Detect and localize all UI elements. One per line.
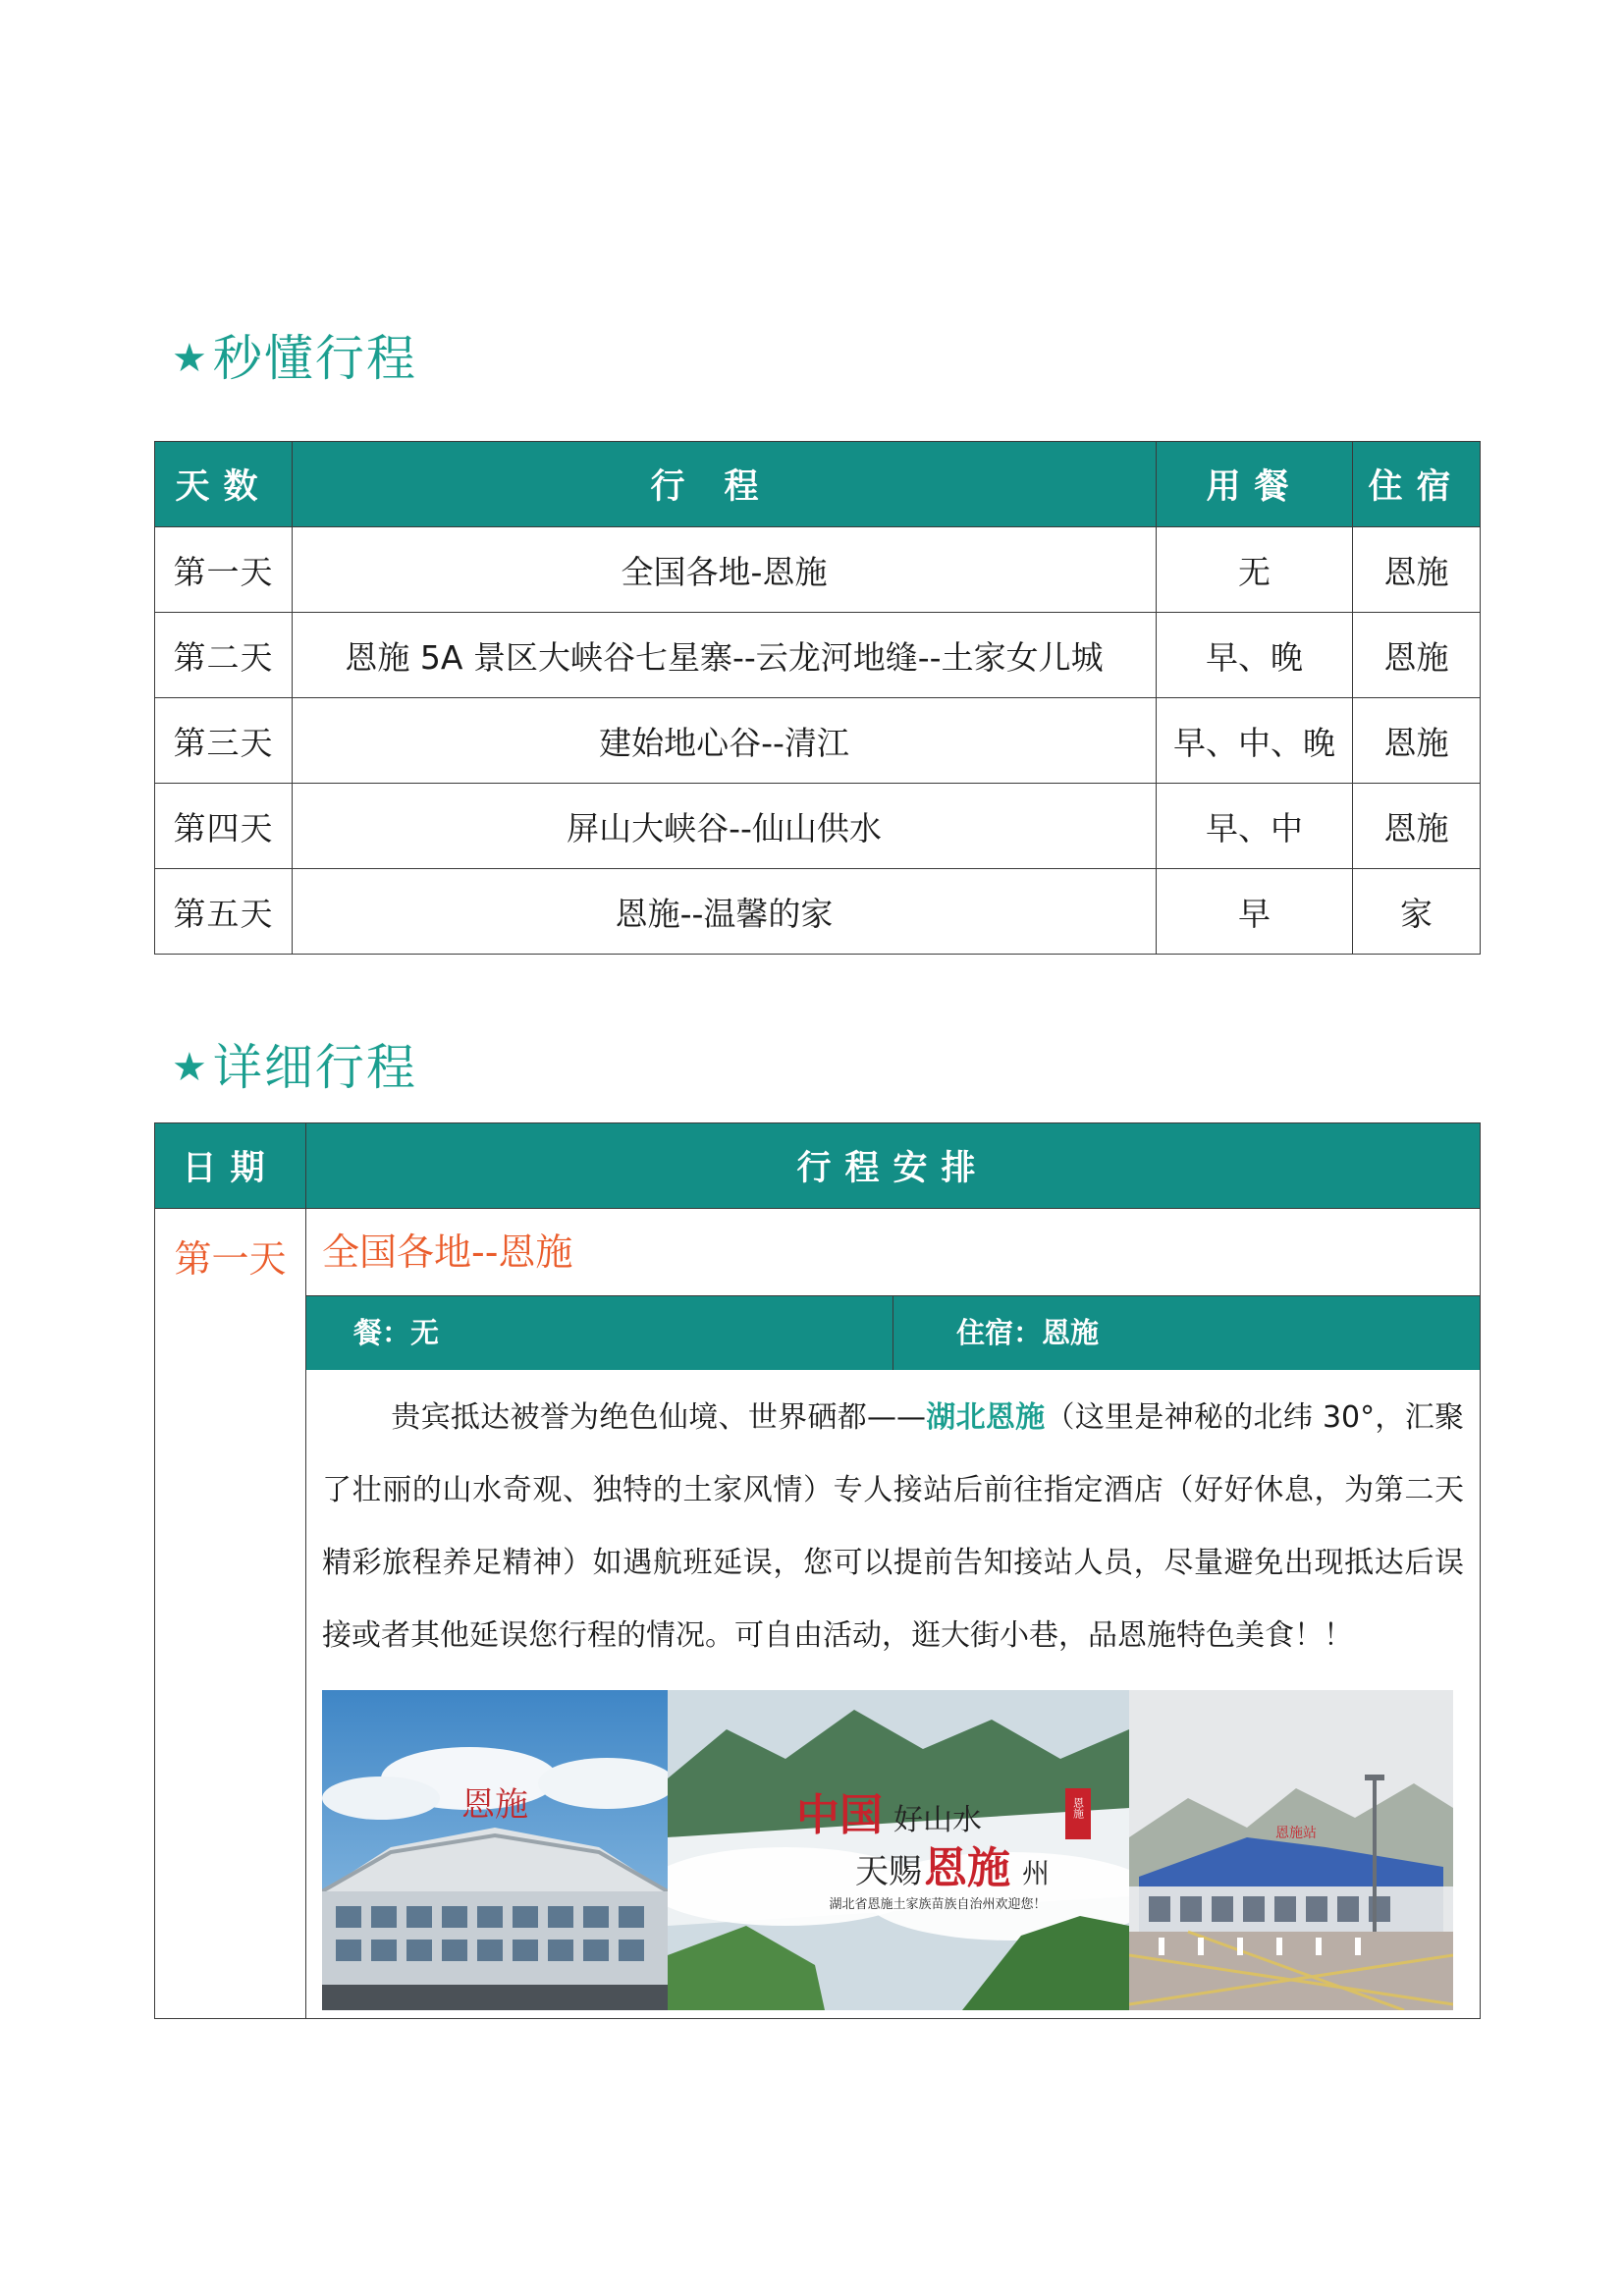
meals-cell: 无 xyxy=(1157,527,1353,613)
poster-seal: 恩施 xyxy=(1071,1797,1085,1819)
table-row xyxy=(155,698,1481,784)
header-meals: 用餐 xyxy=(1157,442,1353,527)
star-icon: ★ xyxy=(172,336,209,381)
station-sign-text: 恩施 xyxy=(461,1785,528,1825)
desc-after: （这里是神秘的北纬 30°，汇聚了壮丽的山水奇观、独特的土家风情）专人接站后前往指定酒店（好好休息，为第二天精彩旅程养足精神）如遇航班延误，您可以提前告知接站人员，尽量避免出现抵达后误接或者其他延误您行程的情况。可自由活动，逛大街小巷，品恩施特色美食！！ xyxy=(322,1400,1464,1653)
poster-line1-a: 中国 xyxy=(796,1790,883,1840)
route-cell: 全国各地-恩施 xyxy=(293,527,1157,613)
table-row xyxy=(155,784,1481,869)
header-days: 天数 xyxy=(155,442,293,527)
route-cell: 屏山大峡谷--仙山供水 xyxy=(293,784,1157,869)
scenic-poster-photo xyxy=(668,1690,1129,2010)
meals-cell: 早、中 xyxy=(1157,784,1353,869)
table-row xyxy=(155,527,1481,613)
day1-info-bar xyxy=(306,1296,1480,1370)
day1-description xyxy=(306,1370,1480,1672)
day1-meal: 餐：无 xyxy=(306,1296,893,1370)
day-cell: 第五天 xyxy=(155,869,293,955)
summary-header-row xyxy=(155,442,1481,527)
day1-row xyxy=(155,1209,1481,2019)
header-plan: 行程安排 xyxy=(306,1123,1481,1209)
detail-table xyxy=(154,1122,1481,2019)
header-route: 行程 xyxy=(293,442,1157,527)
day-cell: 第四天 xyxy=(155,784,293,869)
day-cell: 第三天 xyxy=(155,698,293,784)
stay-cell: 恩施 xyxy=(1353,527,1481,613)
route-cell: 恩施 5A 景区大峡谷七星寨--云龙河地缝--土家女儿城 xyxy=(293,613,1157,698)
table-row xyxy=(155,869,1481,955)
airport-photo xyxy=(1129,1690,1453,2010)
meals-cell: 早 xyxy=(1157,869,1353,955)
desc-highlight: 湖北恩施 xyxy=(926,1400,1046,1435)
detail-title-text: 详细行程 xyxy=(212,1039,417,1096)
star-icon: ★ xyxy=(172,1045,209,1090)
poster-line2-b: 恩施 xyxy=(924,1843,1010,1893)
route-cell: 恩施--温馨的家 xyxy=(293,869,1157,955)
meals-cell: 早、中、晚 xyxy=(1157,698,1353,784)
summary-table xyxy=(154,441,1481,955)
meals-cell: 早、晚 xyxy=(1157,613,1353,698)
poster-line1-b: 好山水 xyxy=(893,1803,982,1837)
header-date: 日期 xyxy=(155,1123,306,1209)
summary-title-text: 秒懂行程 xyxy=(212,330,417,387)
stay-cell: 恩施 xyxy=(1353,784,1481,869)
stay-cell: 恩施 xyxy=(1353,698,1481,784)
day-cell: 第一天 xyxy=(155,527,293,613)
airport-sign: 恩施站 xyxy=(1275,1826,1317,1841)
stay-cell: 家 xyxy=(1353,869,1481,955)
poster-line2-a: 天赐 xyxy=(855,1852,922,1891)
day1-stay: 住宿：恩施 xyxy=(956,1316,1100,1349)
poster-subtitle: 湖北省恩施土家族苗族自治州欢迎您！ xyxy=(829,1897,1047,1912)
desc-before: 贵宾抵达被誉为绝色仙境、世界硒都—— xyxy=(391,1400,926,1435)
day1-label: 第一天 xyxy=(155,1209,306,2019)
station-photo xyxy=(322,1690,668,2010)
day1-route-title: 全国各地--恩施 xyxy=(306,1209,1480,1296)
day1-content xyxy=(306,1209,1481,2019)
day1-photo-row xyxy=(306,1672,1480,2018)
table-row xyxy=(155,613,1481,698)
summary-section-title xyxy=(172,330,417,387)
route-cell: 建始地心谷--清江 xyxy=(293,698,1157,784)
poster-line2-c: 州 xyxy=(1021,1857,1051,1889)
header-stay: 住宿 xyxy=(1353,442,1481,527)
day-cell: 第二天 xyxy=(155,613,293,698)
stay-cell: 恩施 xyxy=(1353,613,1481,698)
detail-header-row xyxy=(155,1123,1481,1209)
detail-section-title xyxy=(172,1039,417,1096)
